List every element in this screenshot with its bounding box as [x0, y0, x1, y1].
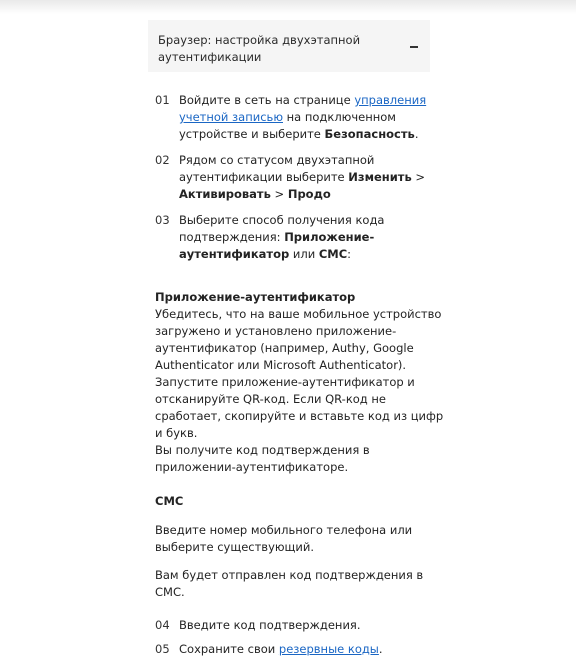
step-4: [155, 617, 445, 634]
step-text-part: или: [289, 247, 319, 261]
step-text-part: Войдите в сеть на странице: [179, 93, 355, 107]
paragraph: Введите номер мобильного телефона или выберите существующий.: [155, 522, 413, 554]
step-number: 02: [155, 153, 170, 167]
step-5: [155, 641, 445, 658]
step-text-part: .: [378, 642, 383, 656]
separator: >: [270, 187, 288, 201]
accordion-header[interactable]: [148, 20, 430, 72]
step-number: 01: [155, 93, 170, 107]
paragraph: Вам будет отправлен код подтверждения в СМС.: [155, 568, 424, 599]
authenticator-option-label: Приложение-аутентификатор: [179, 230, 375, 261]
step-text-part: Сохраните свои: [179, 642, 279, 656]
step-text-part: .: [414, 127, 419, 141]
step-text-part: Рядом со статусом двухэтапной аутентификации выберите: [179, 153, 375, 184]
minus-icon[interactable]: [410, 46, 418, 48]
step-text: [179, 92, 445, 143]
step-text-part: Выберите способ получения кода подтверждения:: [179, 213, 385, 244]
sms-section: [155, 493, 445, 601]
step-text-part: :: [347, 247, 352, 261]
paragraph: Убедитесь, что на ваше мобильное устройство загружено и установлено приложение-аутентификатор (например, Authy, Google Authenticator или Microsoft Authenticator).: [155, 307, 442, 372]
accordion-title: Браузер: настройка двухэтапной аутентификации: [158, 33, 361, 64]
step-2: [155, 152, 445, 203]
account-management-link[interactable]: управления учетной записью: [179, 93, 427, 124]
continue-label: Продо: [287, 187, 331, 201]
step-3: [155, 212, 445, 263]
step-text: [179, 152, 445, 203]
authenticator-section: [155, 289, 445, 476]
instructions: [155, 92, 445, 665]
security-label: Безопасность: [324, 127, 415, 141]
step-text: [179, 641, 445, 658]
top-shadow: [0, 0, 576, 14]
step-text-part: на подключенном устройстве и выберите: [179, 110, 396, 141]
sms-option-label: СМС: [318, 247, 348, 261]
activate-label: Активировать: [179, 187, 271, 201]
step-number: 04: [155, 618, 170, 632]
step-text: [179, 212, 445, 263]
backup-codes-link[interactable]: резервные коды: [278, 642, 379, 656]
paragraph: Запустите приложение-аутентификатор и отсканируйте QR-код. Если QR-код не сработает, скопируйте и вставьте код из цифр и букв.: [155, 375, 444, 440]
step-1: [155, 92, 445, 143]
section-heading: Приложение-аутентификатор: [155, 290, 356, 304]
section-heading: СМС: [155, 494, 184, 508]
final-steps: [155, 617, 445, 658]
separator: >: [411, 170, 426, 184]
step-number: 05: [155, 642, 170, 656]
paragraph: Вы получите код подтверждения в приложении-аутентификаторе.: [155, 443, 370, 474]
step-number: 03: [155, 213, 170, 227]
change-label: Изменить: [348, 170, 412, 184]
step-text: Введите код подтверждения.: [179, 618, 361, 632]
